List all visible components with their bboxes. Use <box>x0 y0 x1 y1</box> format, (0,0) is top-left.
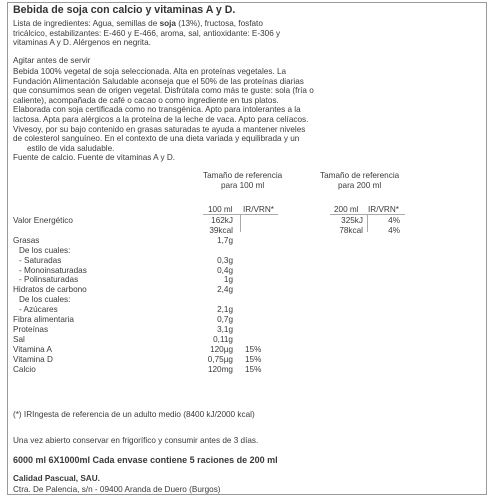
ir-100ml: 15% <box>245 364 262 374</box>
value-100ml: 1g <box>223 275 233 285</box>
value-100ml: 1,7g <box>217 235 233 245</box>
ir-100ml: 15% <box>245 354 262 364</box>
description-line: lactosa. Apta para alérgicos a la proteína de la leche de vaca. Apto para celíacos. <box>13 114 309 124</box>
col-200ml: 200 ml <box>334 205 359 214</box>
description-line: Vivesoy, por su bajo contenido en grasas saturadas te ayuda a mantener niveles <box>13 124 306 134</box>
allergen-highlight: soja <box>159 19 176 28</box>
nutrient-label: - Azúcares <box>19 305 58 315</box>
table-row <box>13 226 483 236</box>
description-line: Elaborada con soja certificada como no transgénica. Apto para intolerantes a la <box>13 105 301 115</box>
table-row <box>13 305 483 315</box>
value-100ml: 120mg <box>207 364 233 374</box>
value-100ml: 0,11g <box>213 334 233 344</box>
company-name: Calidad Pascual, SAU. <box>13 474 100 483</box>
nutrition-label-sheet <box>7 2 487 495</box>
value-200ml: 78kcal <box>339 225 363 235</box>
value-200ml: 325kJ <box>341 216 363 225</box>
table-row <box>13 325 483 335</box>
value-100ml: 2,1g <box>217 305 233 315</box>
value-100ml: 3,1g <box>217 324 233 334</box>
nutrient-label: De los cuales: <box>19 245 71 255</box>
table-row <box>13 246 483 256</box>
value-100ml: 162kJ <box>211 216 233 225</box>
nutrient-label: Valor Energético <box>13 216 73 225</box>
value-100ml: 0,3g <box>217 255 233 265</box>
table-row <box>13 236 483 246</box>
nutrient-label: - Saturadas <box>19 255 62 265</box>
value-100ml: 120µg <box>210 344 233 354</box>
nutrient-label: De los cuales: <box>19 295 71 305</box>
ref-200ml-header: Tamaño de referencia para 200 ml <box>320 171 400 190</box>
nutrient-label: Hidratos de carbono <box>13 285 87 295</box>
description-line: Fuente de calcio. Fuente de vitaminas A y D. <box>13 153 176 163</box>
table-row <box>13 335 483 345</box>
footnote: (*) IRIngesta de referencia de un adulto medio (8400 kJ/2000 kcal) <box>13 410 255 419</box>
ingredients-line: tricálcico, estabilizantes: E-460 y E-466, aroma, sal, antioxidante: E-306 y <box>13 28 281 38</box>
nutrient-label: Sal <box>13 334 25 344</box>
col-ir1: IR/VRN* <box>243 205 274 214</box>
table-row <box>13 295 483 305</box>
ingredients-line: vitaminas A y D. Alérgenos en negrita. <box>13 38 151 48</box>
description-line: Fundación Alimentación Saludable aconseja que el 50% de las proteínas diarias <box>13 76 304 86</box>
description-line: estilo de vida saludable. <box>27 143 115 153</box>
table-row <box>13 266 483 276</box>
ref-100ml-header: Tamaño de referencia para 100 ml <box>203 171 283 190</box>
ingredients-line: Lista de ingredientes: Agua, semillas de soja (13%), fructosa, fosfato <box>13 19 263 28</box>
nutrient-label: Vitamina A <box>13 344 52 354</box>
ir-200ml: 4% <box>388 225 400 235</box>
table-row <box>13 315 483 325</box>
value-100ml: 0,75µg <box>207 354 233 364</box>
table-row <box>13 355 483 365</box>
ir-200ml: 4% <box>388 216 400 225</box>
shake-instruction: Agitar antes de servir <box>13 56 91 65</box>
value-100ml: 0,4g <box>217 265 233 275</box>
table-row <box>13 285 483 295</box>
value-100ml: 2,4g <box>217 285 233 295</box>
storage-note: Una vez abierto conservar en frigorífico y consumir antes de 3 días. <box>13 436 259 445</box>
description-line: de colesterol sanguíneo. En el contexto de una dieta variada y equilibrada y un <box>13 134 300 144</box>
company-address: Ctra. De Palencia, s/n - 09400 Aranda de Duero (Burgos) <box>13 485 221 494</box>
col-ir2: IR/VRN* <box>368 205 399 214</box>
value-100ml: 0,7g <box>217 315 233 324</box>
value-100ml: 39kcal <box>209 225 233 235</box>
col-100ml: 100 ml <box>208 205 233 214</box>
description-line: caliente), acompañada de café o cacao o como ingrediente en tus platos. <box>13 95 279 105</box>
description-block <box>13 67 314 163</box>
nutrient-label: Grasas <box>13 235 40 245</box>
table-row <box>13 345 483 355</box>
ir-100ml: 15% <box>245 344 262 354</box>
nutrient-label: Fibra alimentaria <box>13 315 74 324</box>
table-row <box>13 365 483 375</box>
ingredients-block <box>13 19 280 48</box>
table-row <box>13 275 483 285</box>
table-row <box>13 216 483 226</box>
nutrient-label: - Polinsaturadas <box>19 275 79 285</box>
description-line: Bebida 100% vegetal de soja seleccionada. Alta en proteínas vegetales. La <box>13 67 287 76</box>
table-row <box>13 256 483 266</box>
pack-info: 6000 ml 6X1000ml Cada envase contiene 5 raciones de 200 ml <box>13 455 278 465</box>
product-title: Bebida de soja con calcio y vitaminas A y D. <box>13 4 236 16</box>
nutrient-label: - Monoinsaturadas <box>19 265 87 275</box>
nutrient-label: Vitamina D <box>13 354 53 364</box>
nutrient-label: Proteínas <box>13 324 49 334</box>
nutrient-label: Calcio <box>13 364 36 374</box>
description-line: que consumimos sean de origen vegetal. Disfrútala como más te guste: sola (fría o <box>13 86 314 96</box>
